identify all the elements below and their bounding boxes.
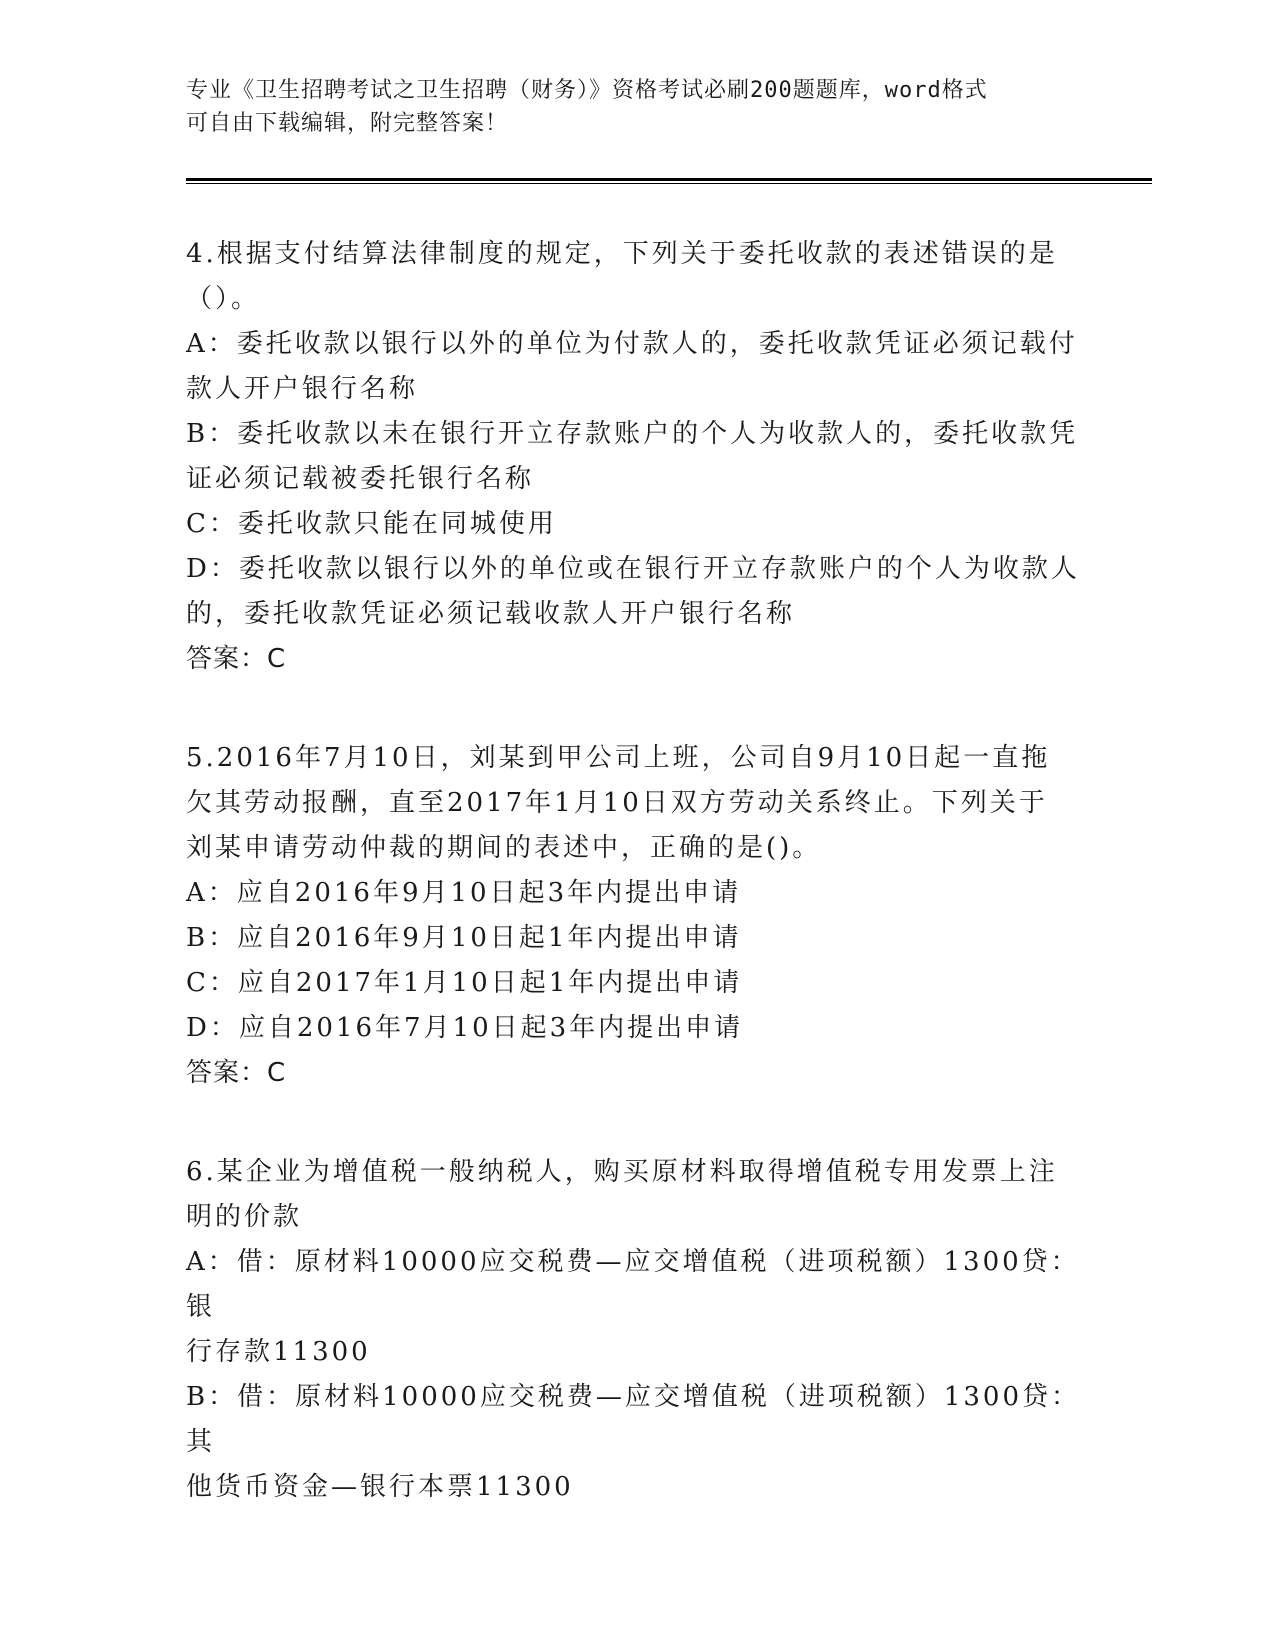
- question-text: 5.2016年7月10日，刘某到甲公司上班，公司自9月10日起一直拖: [186, 743, 1051, 773]
- option-d: 的，委托收款凭证必须记载收款人开户银行名称: [186, 599, 796, 629]
- option-b: B：委托收款以未在银行开立存款账户的个人为收款人的，委托收款凭: [186, 419, 1079, 449]
- option-a: A：应自2016年9月10日起3年内提出申请: [186, 878, 742, 908]
- header-divider-thick: [186, 178, 1152, 181]
- question-text: （）。: [186, 284, 261, 314]
- option-a: A：借：原材料10000应交税费—应交增值税（进项税额）1300贷：银: [186, 1247, 1080, 1322]
- question-5: [186, 736, 1086, 1096]
- header-line-1: 专业《卫生招聘考试之卫生招聘（财务）》资格考试必刷200题题库，word格式: [186, 78, 988, 103]
- option-c: C：应自2017年1月10日起1年内提出申请: [186, 968, 743, 998]
- option-b: 证必须记载被委托银行名称: [186, 464, 535, 494]
- question-text: 6.某企业为增值税一般纳税人，购买原材料取得增值税专用发票上注: [186, 1157, 1058, 1187]
- question-6: [186, 1150, 1086, 1510]
- option-b: 他货币资金—银行本票11300: [186, 1472, 574, 1502]
- option-a: A：委托收款以银行以外的单位为付款人的，委托收款凭证必须记载付: [186, 329, 1078, 359]
- answer-label: 答案：C: [186, 1058, 287, 1088]
- question-text: 4.根据支付结算法律制度的规定，下列关于委托收款的表述错误的是: [186, 239, 1058, 269]
- question-4: [186, 232, 1086, 682]
- option-c: C：委托收款只能在同城使用: [186, 509, 557, 539]
- option-d: D：委托收款以银行以外的单位或在银行开立存款账户的个人为收款人: [186, 554, 1080, 584]
- option-b: B：应自2016年9月10日起1年内提出申请: [186, 923, 742, 953]
- document-header: [186, 74, 1086, 140]
- option-a: 行存款11300: [186, 1337, 371, 1367]
- option-d: D：应自2016年7月10日起3年内提出申请: [186, 1013, 744, 1043]
- option-a: 款人开户银行名称: [186, 374, 419, 404]
- answer-label: 答案：C: [186, 644, 287, 674]
- question-list: [186, 232, 1086, 1564]
- question-text: 欠其劳动报酬，直至2017年1月10日双方劳动关系终止。下列关于: [186, 788, 1048, 818]
- header-divider-thin: [186, 183, 1152, 184]
- question-text: 刘某申请劳动仲裁的期间的表述中，正确的是()。: [186, 833, 822, 863]
- header-line-2: 可自由下载编辑，附完整答案！: [186, 111, 509, 136]
- option-b: B：借：原材料10000应交税费—应交增值税（进项税额）1300贷：其: [186, 1382, 1080, 1457]
- question-text: 明的价款: [186, 1202, 303, 1232]
